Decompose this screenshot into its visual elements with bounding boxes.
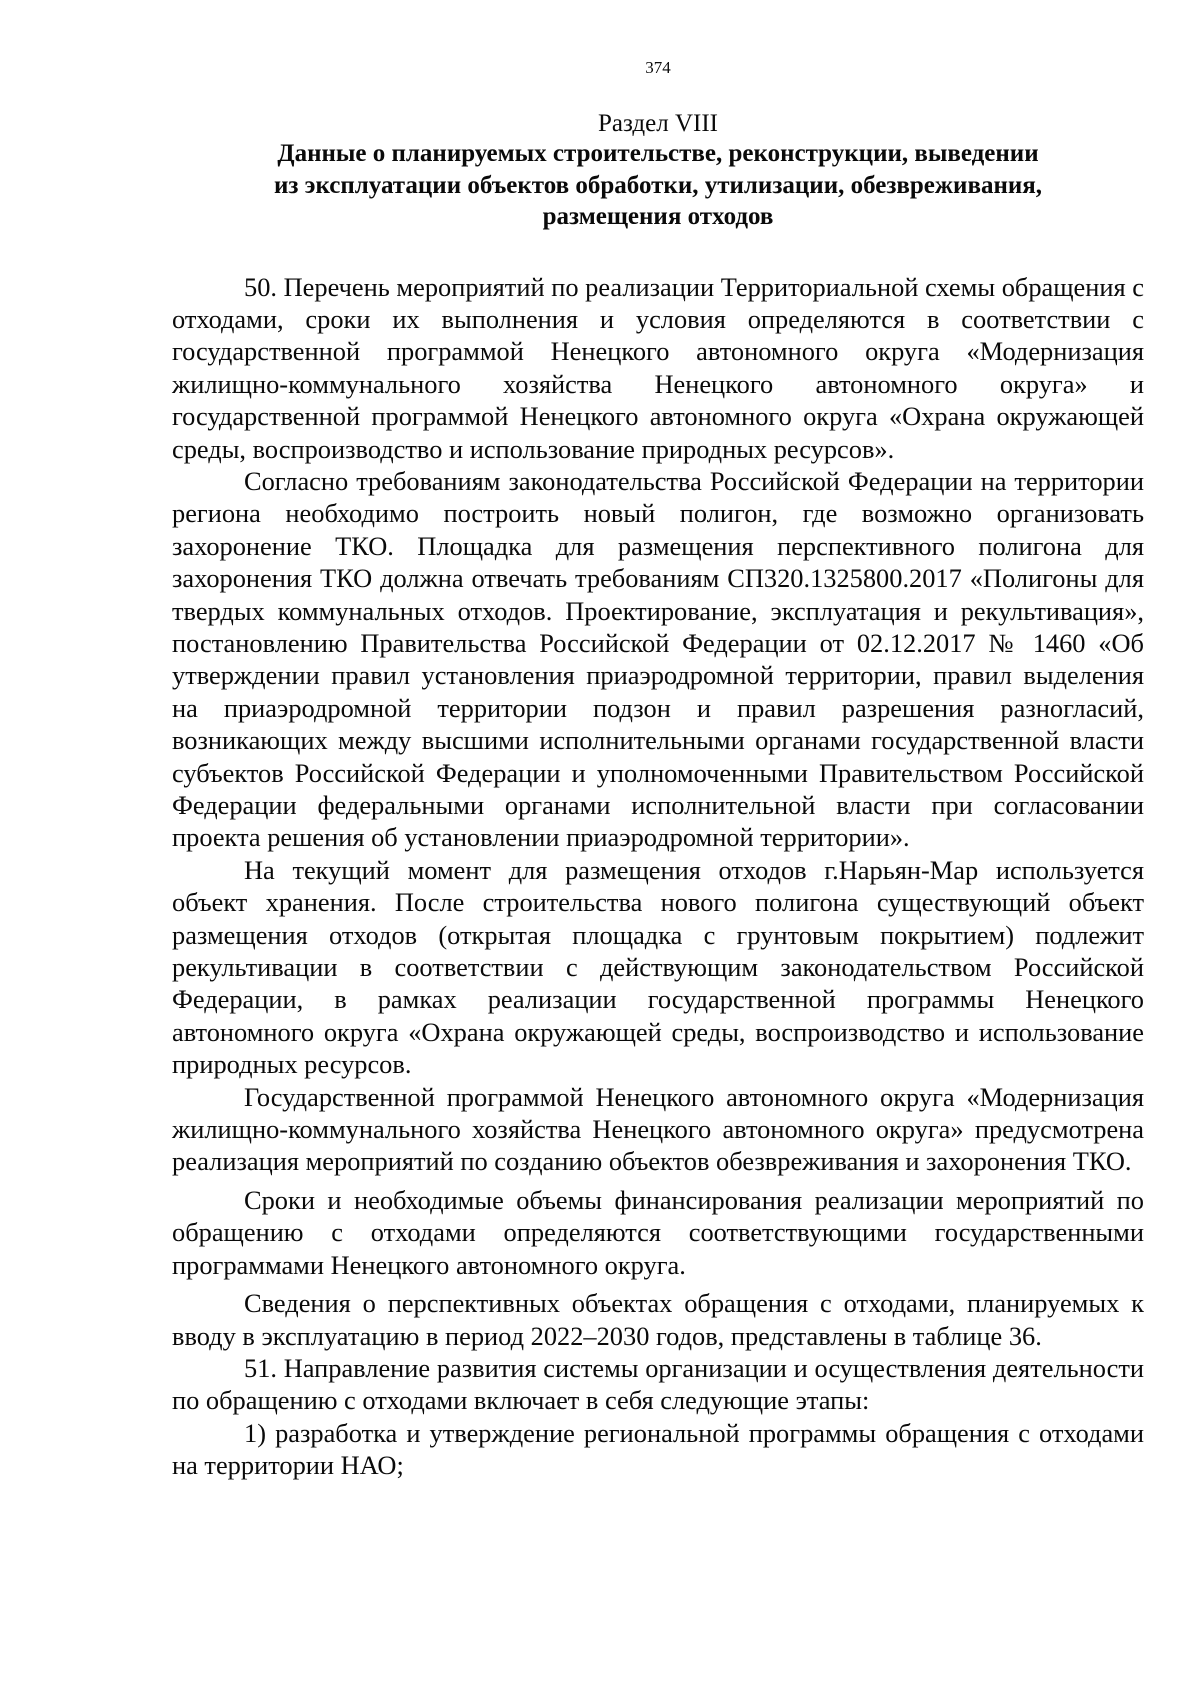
- section-title-line: из эксплуатации объектов обработки, утилизации, обезвреживания,: [273, 171, 1043, 199]
- body-text: [172, 271, 1144, 1482]
- page-number: 374: [645, 58, 671, 77]
- section-label: Раздел VIII: [598, 110, 718, 137]
- paragraph-state-program: Государственной программой Ненецкого автономного округа «Модернизация жилищно-коммунального хозяйства Ненецкого автономного округа» предусмотрена реализация мероприятий по созданию объектов обезвреживания и захоронения ТКО.: [172, 1081, 1144, 1177]
- paragraph-stage-1: 1) разработка и утверждение региональной программы обращения с отходами на территории НАО;: [172, 1417, 1144, 1481]
- paragraph-51-development-stages: 51. Направление развития системы организации и осуществления деятельности по обращению с отходами включает в себя следующие этапы:: [172, 1352, 1144, 1416]
- section-title-line: размещения отходов: [542, 203, 774, 230]
- paragraph-financing: Сроки и необходимые объемы финансирования реализации мероприятий по обращению с отходами определяются соответствующими государственными программами Ненецкого автономного округа.: [172, 1184, 1144, 1280]
- paragraph-50-waste-program: 50. Перечень мероприятий по реализации Территориальной схемы обращения с отходами, сроки их выполнения и условия определяются в соответствии с государственной программой Ненецкого автономного округа «Модернизация жилищно-коммунального хозяйства Ненецкого автономного округа» и государственной программой Ненецкого автономного округа «Охрана окружающей среды, воспроизводство и использование природных ресурсов».: [172, 271, 1144, 464]
- section-title: [172, 138, 1144, 233]
- paragraph-new-landfill: Согласно требованиям законодательства Российской Федерации на территории региона необходимо построить новый полигон, где возможно организовать захоронение ТКО. Площадка для размещения перспективного полигона для захоронения ТКО должна отвечать требованиям СП320.1325800.2017 «Полигоны для твердых коммунальных отходов. Проектирование, эксплуатация и рекультивация», постановлению Правительства Российской Федерации от 02.12.2017 № 1460 «Об утверждении правил установления приаэродромной территории, правил выделения на приаэродромной территории подзон и правил разрешения разногласий, возникающих между высшими исполнительными органами государственной власти субъектов Российской Федерации и уполномоченными Правительством Российской Федерации федеральными органами исполнительной власти при согласовании проекта решения об установлении приаэродромной территории».: [172, 465, 1144, 853]
- paragraph-prospective-objects: Сведения о перспективных объектах обращения с отходами, планируемых к вводу в эксплуатацию в период 2022–2030 годов, представлены в таблице 36.: [172, 1288, 1144, 1351]
- document-page: [172, 58, 1144, 1482]
- paragraph-current-storage: На текущий момент для размещения отходов г.Нарьян-Мар используется объект хранения. После строительства нового полигона существующий объект размещения отходов (открытая площадка с грунтовым покрытием) подлежит рекультивации в соответствии с действующим законодательством Российской Федерации, в рамках реализации государственной программы Ненецкого автономного округа «Охрана окружающей среды, воспроизводство и использование природных ресурсов.: [172, 854, 1144, 1080]
- section-title-line: Данные о планируемых строительстве, реконструкции, выведении: [277, 140, 1039, 167]
